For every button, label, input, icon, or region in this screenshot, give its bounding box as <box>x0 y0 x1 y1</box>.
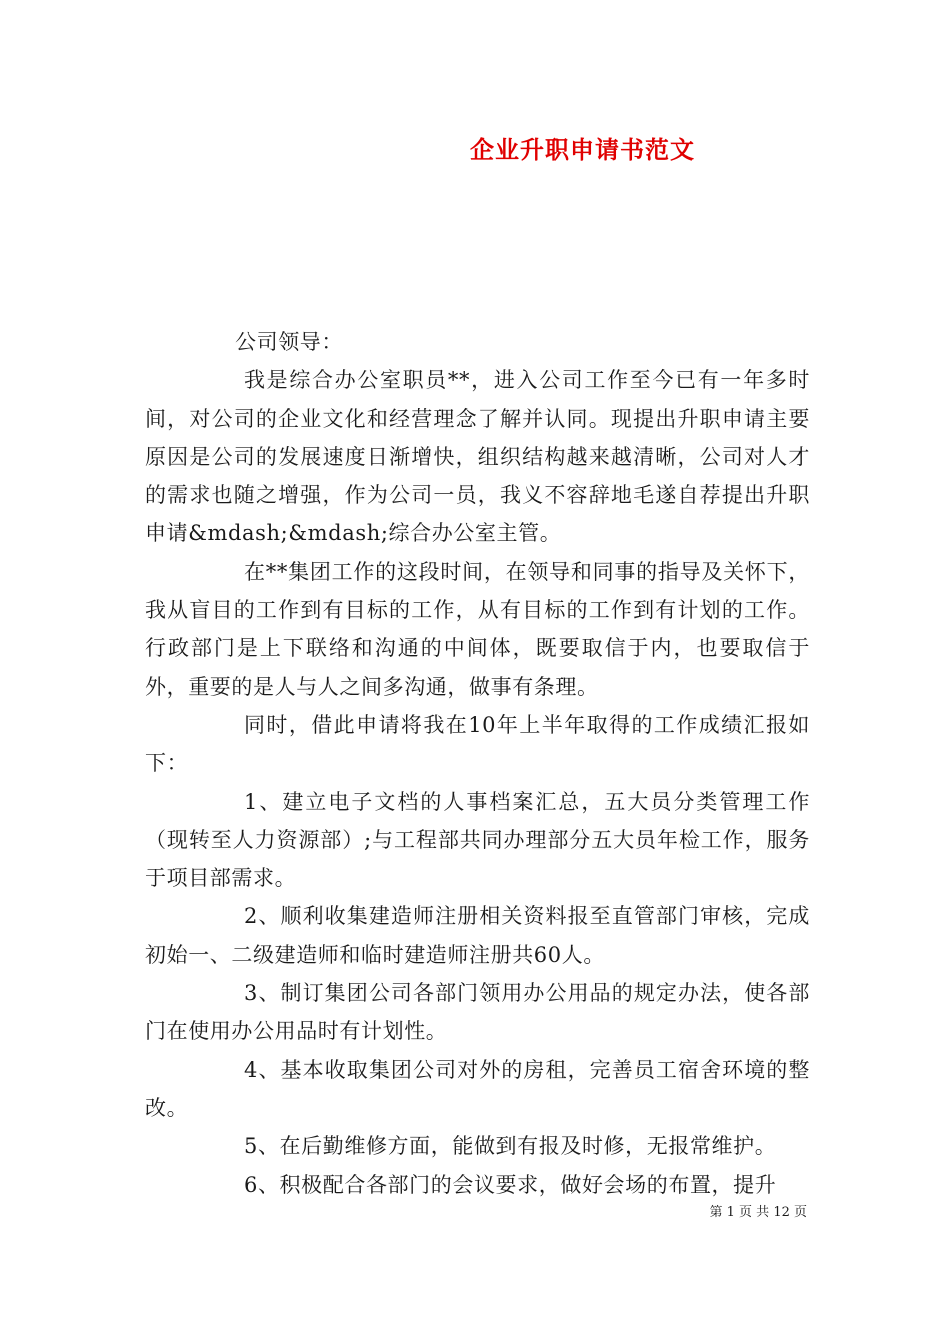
list-item-2: 2、顺利收集建造师注册相关资料报至直管部门审核，完成初始一、二级建造师和临时建造师注册共60人。 <box>145 904 810 967</box>
paragraph-report-intro: 同时，借此申请将我在10年上半年取得的工作成绩汇报如下： <box>145 712 810 776</box>
page-title: 企业升职申请书范文 <box>470 135 695 164</box>
paragraph-experience: 在**集团工作的这段时间，在领导和同事的指导及关怀下，我从盲目的工作到有目标的工作，从有目标的工作到有计划的工作。行政部门是上下联络和沟通的中间体，既要取信于内，也要取信于外，重要的是人与人之间多沟通，做事有条理。 <box>145 559 810 699</box>
list-item-1: 1、建立电子文档的人事档案汇总，五大员分类管理工作（现转至人力资源部）;与工程部共同办理部分五大员年检工作，服务于项目部需求。 <box>145 789 810 891</box>
list-item-5: 5、在后勤维修方面，能做到有报及时修，无报常维护。 <box>244 1134 777 1159</box>
letter-body <box>145 323 810 1204</box>
page-number: 第 1 页 共 12 页 <box>709 1205 807 1220</box>
paragraph-intro: 我是综合办公室职员**，进入公司工作至今已有一年多时间，对公司的企业文化和经营理念了解并认同。现提出升职申请主要原因是公司的发展速度日渐增快，组织结构越来越清晰，公司对人才的需求也随之增强，作为公司一员，我义不容辞地毛遂自荐提出升职申请&mdash;&mdash;综合办公室主管。 <box>145 368 810 546</box>
salutation: 公司领导： <box>235 330 343 354</box>
list-item-3: 3、制订集团公司各部门领用办公用品的规定办法，使各部门在使用办公用品时有计划性。 <box>145 981 810 1044</box>
list-item-4: 4、基本收取集团公司对外的房租，完善员工宿舍环境的整改。 <box>145 1057 810 1120</box>
list-item-6: 6、积极配合各部门的会议要求，做好会场的布置，提升 <box>244 1172 777 1197</box>
